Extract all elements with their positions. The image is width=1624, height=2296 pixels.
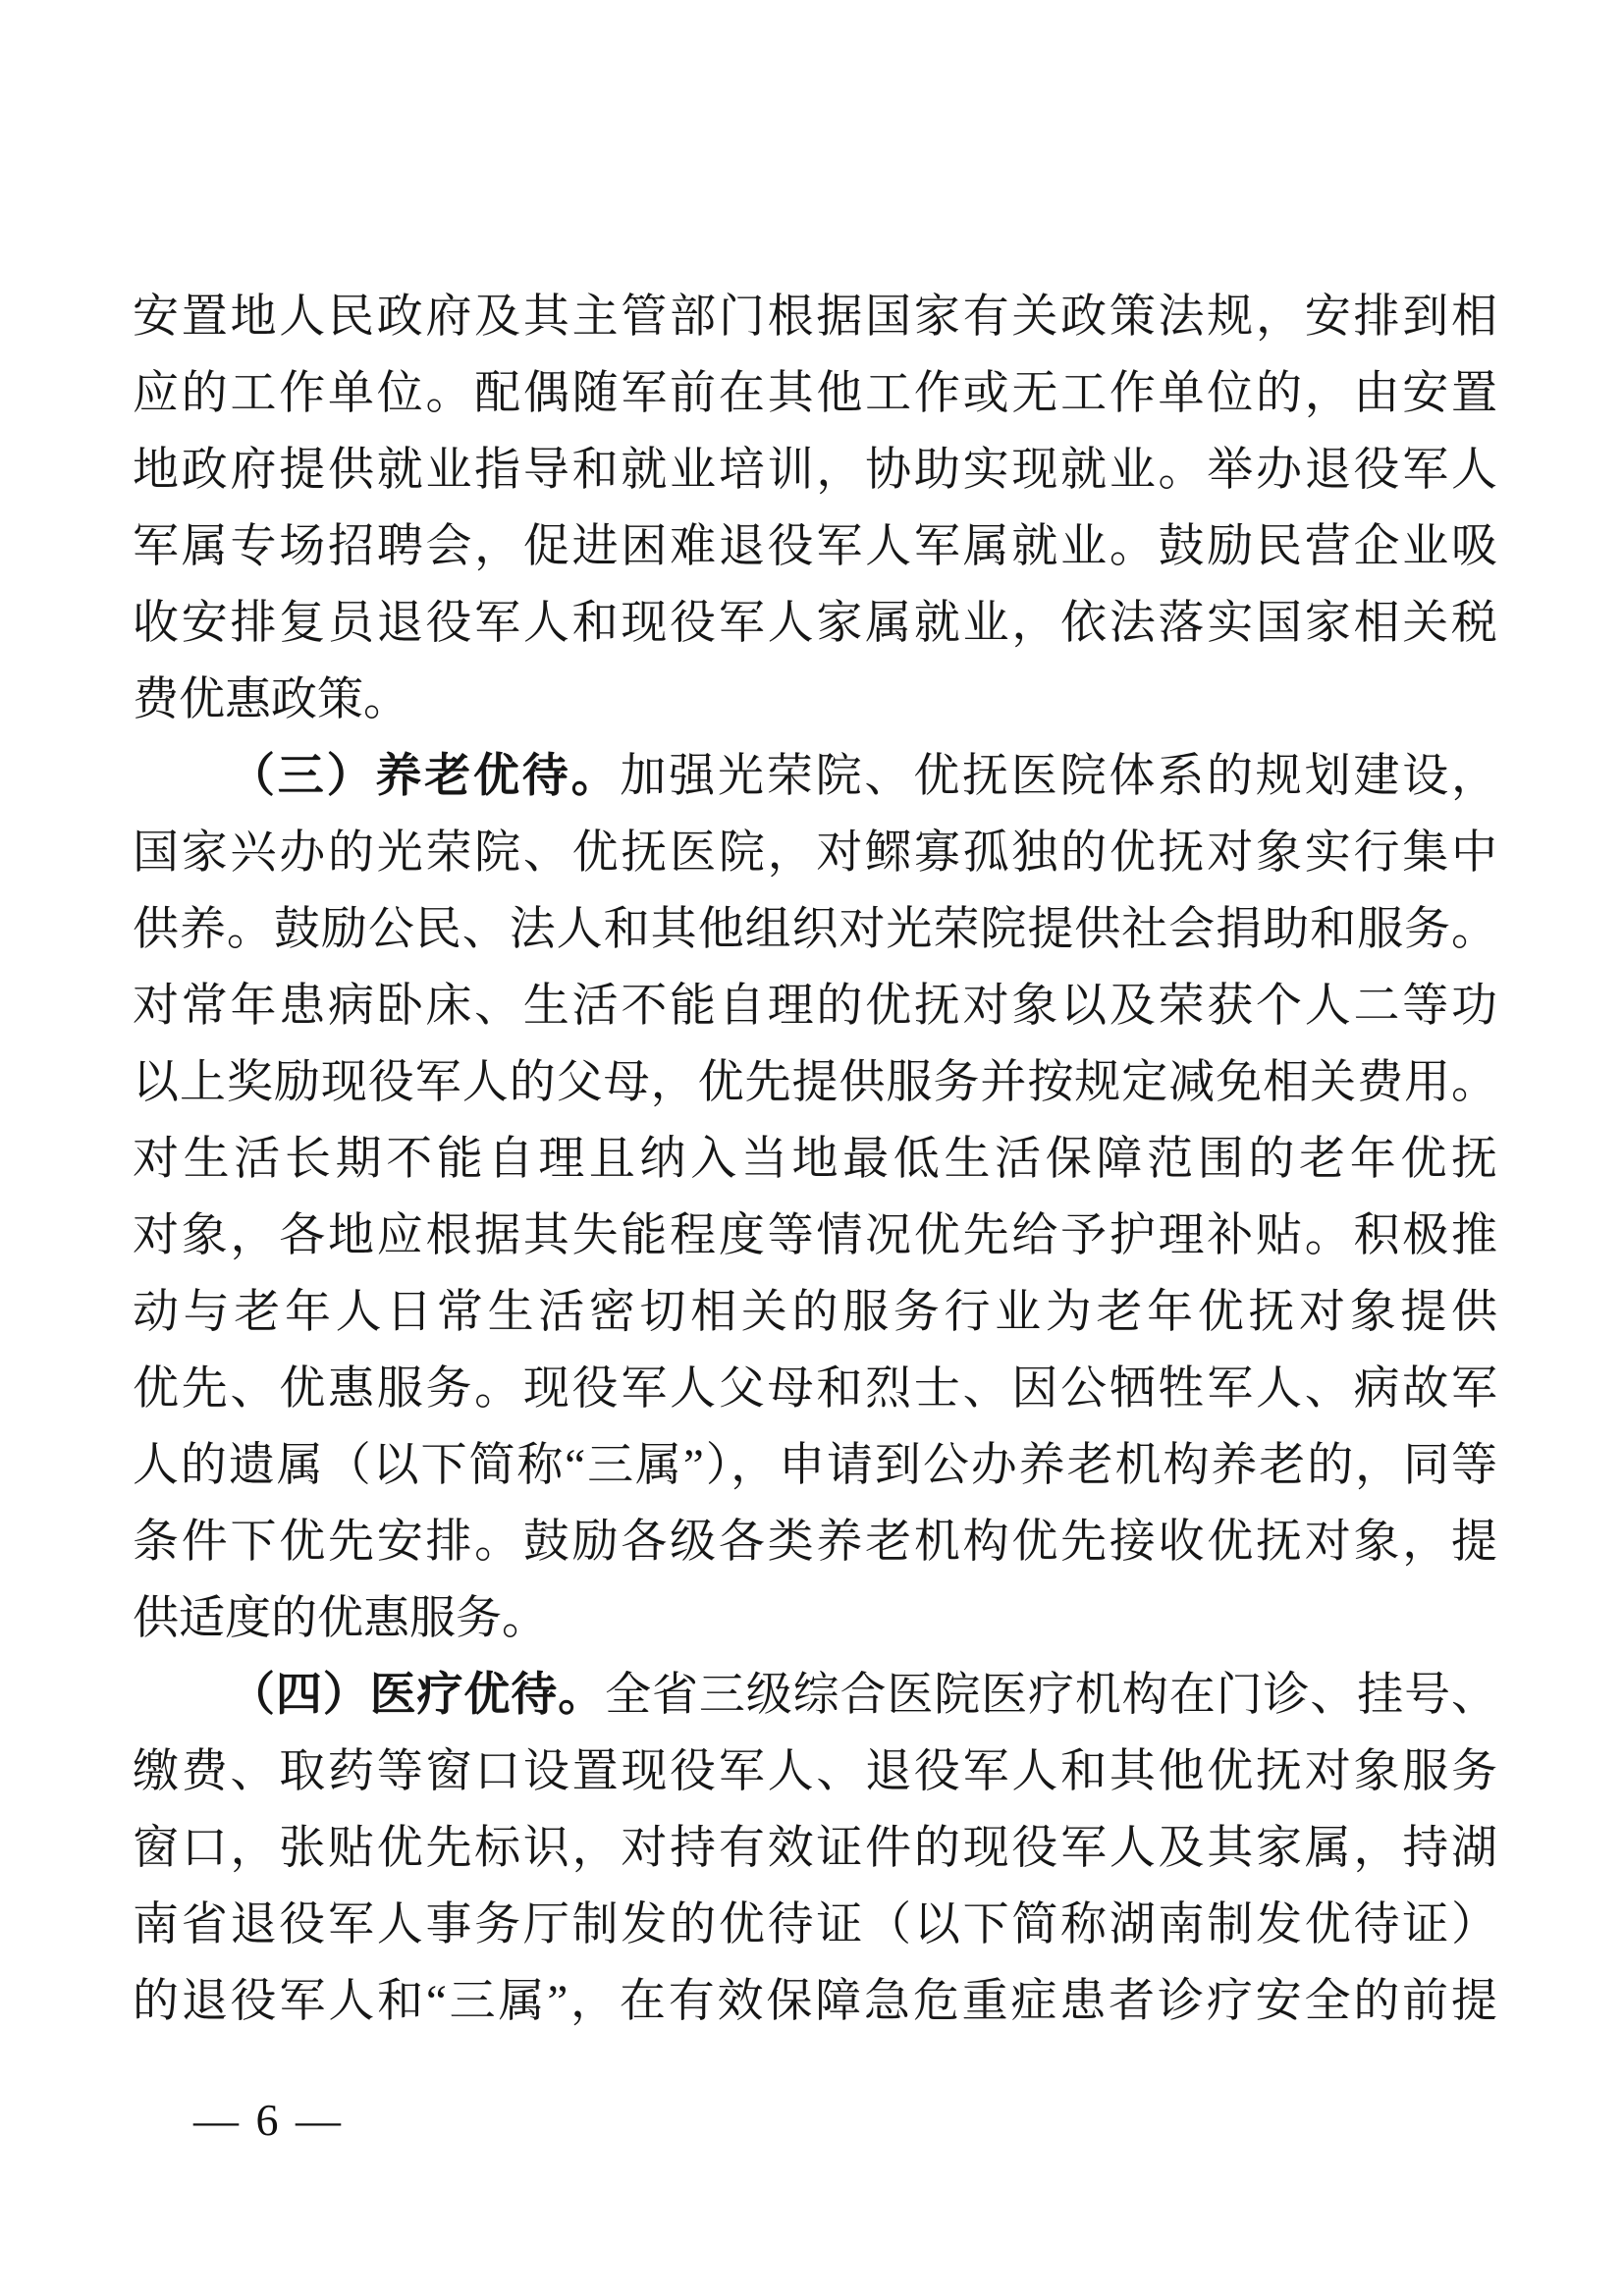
section-heading: （四）医疗优待。: [229, 1670, 606, 1721]
section-heading: （三）养老优待。: [229, 751, 621, 802]
body-text: 动与老年人日常生活密切相关的服务行业为老年优抚对象提供: [133, 1287, 1497, 1338]
body-text: 人的遗属（以下简称“三属”），申请到公办养老机构养老的，同等: [133, 1440, 1497, 1491]
body-text: 以上奖励现役军人的父母，优先提供服务并按规定减免相关费用。: [133, 1057, 1497, 1108]
body-text: 优先、优惠服务。现役军人父母和烈士、因公牺牲军人、病故军: [133, 1363, 1497, 1415]
document-body: [133, 279, 1497, 2040]
body-text: 安置地人民政府及其主管部门根据国家有关政策法规，安排到相: [133, 292, 1497, 343]
text-line: [133, 508, 1497, 585]
text-line: [133, 1887, 1497, 1963]
text-line: [133, 1044, 1497, 1121]
body-text: 费优惠政策。: [133, 674, 409, 725]
body-text: 南省退役军人事务厅制发的优待证（以下简称湖南制发优待证）: [133, 1899, 1497, 1950]
body-text: 军属专场招聘会，促进困难退役军人军属就业。鼓励民营企业吸: [133, 521, 1497, 572]
text-line: [133, 1198, 1497, 1274]
body-text: 对象，各地应根据其失能程度等情况优先给予护理补贴。积极推: [133, 1210, 1497, 1261]
body-text: 国家兴办的光荣院、优抚医院，对鳏寡孤独的优抚对象实行集中: [133, 828, 1497, 879]
body-text: 窗口，张贴优先标识，对持有效证件的现役军人及其家属，持湖: [133, 1823, 1497, 1874]
text-line: [133, 279, 1497, 355]
text-line: [133, 1274, 1497, 1351]
body-text: 全省三级综合医院医疗机构在门诊、挂号、: [605, 1670, 1498, 1721]
body-text: 对生活长期不能自理且纳入当地最低生活保障范围的老年优抚: [133, 1134, 1497, 1185]
text-line: [133, 1351, 1497, 1427]
text-line: [133, 1427, 1497, 1504]
text-line: [133, 1810, 1497, 1887]
text-line: [133, 891, 1497, 968]
text-line: [133, 1504, 1497, 1580]
text-line: [133, 968, 1497, 1044]
body-text: 的退役军人和“三属”，在有效保障急危重症患者诊疗安全的前提: [133, 1976, 1497, 2027]
text-line: [133, 1580, 1497, 1657]
text-line: [133, 738, 1497, 815]
body-text: 供养。鼓励公民、法人和其他组织对光荣院提供社会捐助和服务。: [133, 904, 1497, 955]
text-line: [133, 1657, 1497, 1734]
body-text: 加强光荣院、优抚医院体系的规划建设，: [620, 751, 1498, 802]
body-text: 条件下优先安排。鼓励各级各类养老机构优先接收优抚对象，提: [133, 1517, 1497, 1568]
page-number: — 6 —: [193, 2095, 344, 2145]
text-line: [133, 1734, 1497, 1810]
text-line: [133, 1121, 1497, 1198]
text-line: [133, 1963, 1497, 2040]
body-text: 供适度的优惠服务。: [133, 1593, 548, 1644]
text-line: [133, 662, 1497, 738]
body-text: 地政府提供就业指导和就业培训，协助实现就业。举办退役军人: [133, 445, 1497, 496]
text-line: [133, 432, 1497, 508]
body-text: 应的工作单位。配偶随军前在其他工作或无工作单位的，由安置: [133, 368, 1497, 419]
body-text: 缴费、取药等窗口设置现役军人、退役军人和其他优抚对象服务: [133, 1746, 1497, 1797]
text-line: [133, 355, 1497, 432]
text-line: [133, 815, 1497, 891]
body-text: 对常年患病卧床、生活不能自理的优抚对象以及荣获个人二等功: [133, 981, 1497, 1032]
text-line: [133, 585, 1497, 662]
body-text: 收安排复员退役军人和现役军人家属就业，依法落实国家相关税: [133, 598, 1497, 649]
